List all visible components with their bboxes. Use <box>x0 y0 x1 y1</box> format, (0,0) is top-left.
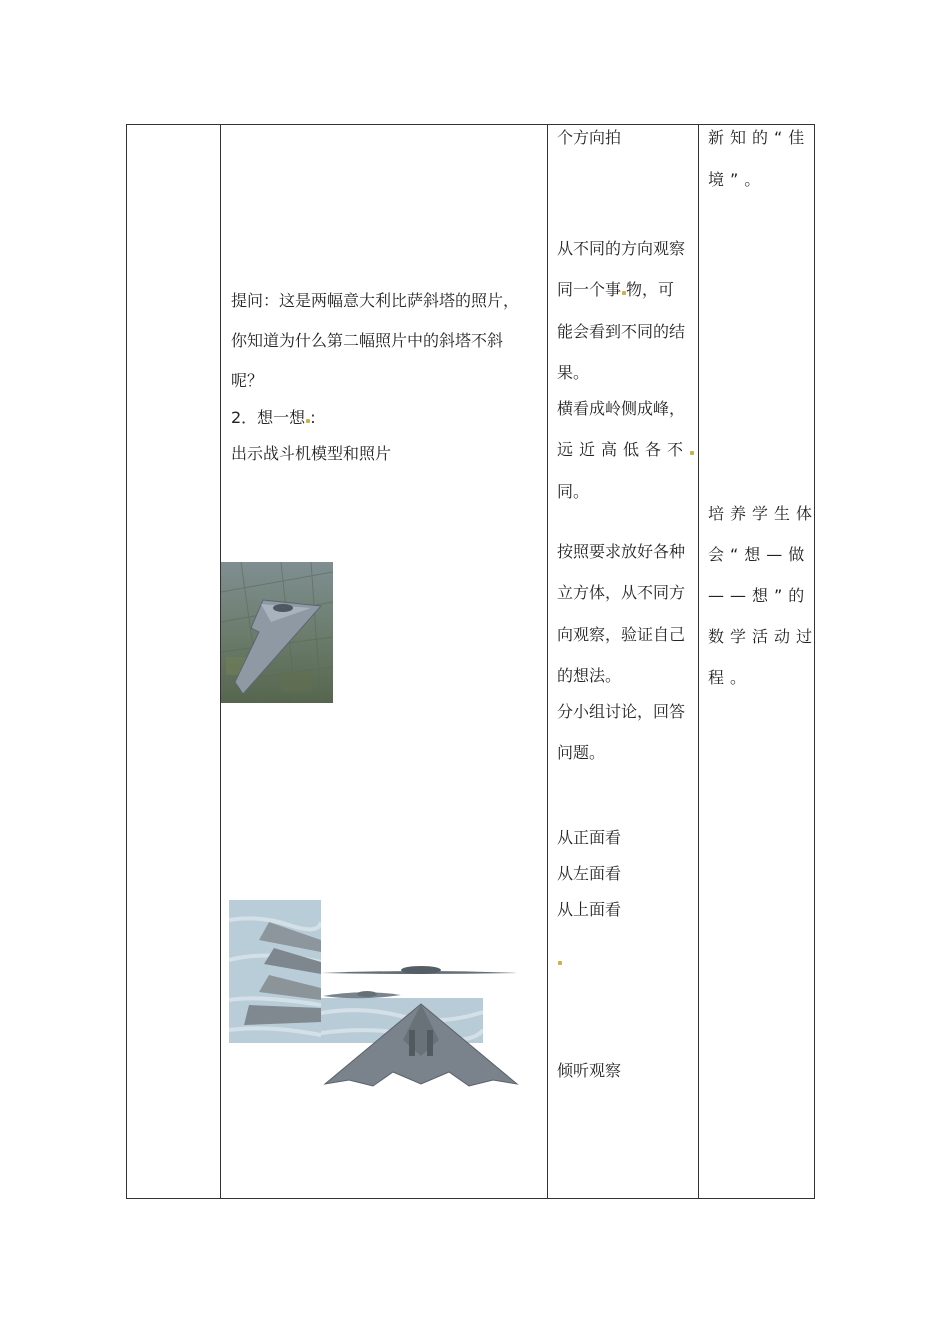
student-line <box>557 280 674 300</box>
lesson-table <box>126 124 819 1199</box>
column-design-intent <box>699 125 819 1198</box>
bomber-top-view <box>321 1000 521 1088</box>
intent-line: 培养学生体 <box>708 504 819 523</box>
student-line <box>557 440 694 460</box>
step-think-text: 2．想一想 <box>231 408 306 427</box>
student-line: 倾听观察 <box>557 1061 622 1080</box>
mark-dot <box>690 451 694 455</box>
question-line-2: 你知道为什么第二幅照片中的斜塔不斜 <box>231 331 504 350</box>
intent-line: 新知的“佳 <box>708 128 811 147</box>
student-line: 同。 <box>557 482 590 501</box>
bomber-aerial-photo <box>221 562 333 703</box>
student-line: 问题。 <box>557 743 606 762</box>
student-line: 从上面看 <box>557 900 622 919</box>
step-think-heading: 2．想一想 : <box>231 408 316 427</box>
student-line: 果。 <box>557 363 590 382</box>
show-models-text: 出示战斗机模型和照片 <box>231 444 392 463</box>
column-student-activity <box>548 125 698 1198</box>
student-line: 分小组讨论，回答 <box>557 702 686 721</box>
student-line: 按照要求放好各种 <box>557 542 686 561</box>
intent-line: 会“想—做 <box>708 545 811 564</box>
intent-line: 境”。 <box>708 170 767 189</box>
student-line: 向观察，验证自己 <box>557 625 686 644</box>
column-teacher-activity <box>221 125 547 1198</box>
mark-dot <box>558 961 562 965</box>
student-line: 个方向拍 <box>557 128 622 147</box>
student-line: 能会看到不同的结 <box>557 322 686 341</box>
student-line: 从正面看 <box>557 828 622 847</box>
bomber-formation-photo <box>229 900 321 1043</box>
intent-line: 数学活动过 <box>708 627 819 646</box>
student-line: 立方体，从不同方 <box>557 583 686 602</box>
question-line-1: 提问：这是两幅意大利比萨斜塔的照片， <box>231 291 520 310</box>
intent-line: ——想”的 <box>708 586 811 605</box>
student-line-part: 物，可 <box>626 280 675 299</box>
question-line-3: 呢？ <box>231 371 264 390</box>
student-line <box>557 950 562 970</box>
intent-line: 程。 <box>708 668 753 687</box>
student-line: 从左面看 <box>557 864 622 883</box>
student-line: 的想法。 <box>557 666 622 685</box>
student-line-part: 远近高低各不 <box>557 440 690 459</box>
column-stage <box>127 125 220 1198</box>
student-line: 从不同的方向观察 <box>557 239 686 258</box>
student-line-part: 同一个事 <box>557 280 622 299</box>
student-line: 横看成岭侧成峰， <box>557 399 686 418</box>
